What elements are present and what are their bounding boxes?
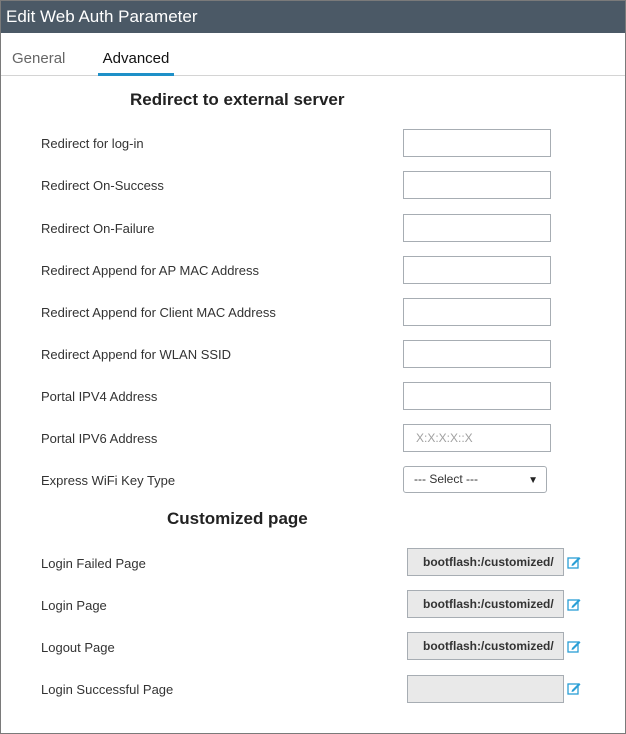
redirect-wlan-ssid-input[interactable] (403, 340, 551, 368)
login-successful-page-field (407, 675, 564, 703)
edit-icon[interactable] (567, 681, 581, 695)
express-wifi-label: Express WiFi Key Type (41, 473, 176, 488)
logout-page-label: Logout Page (41, 640, 115, 655)
edit-icon[interactable] (567, 639, 581, 653)
redirect-success-label: Redirect On-Success (41, 178, 164, 193)
login-page-field: bootflash:/customized/ (407, 590, 564, 618)
chevron-down-icon: ▼ (528, 475, 538, 486)
portal-ipv4-label: Portal IPV4 Address (41, 389, 158, 404)
redirect-failure-label: Redirect On-Failure (41, 221, 155, 236)
login-page-label: Login Page (41, 598, 107, 613)
redirect-section-title: Redirect to external server (130, 90, 345, 109)
redirect-ap-mac-label: Redirect Append for AP MAC Address (41, 263, 259, 278)
portal-ipv6-input[interactable] (403, 424, 551, 452)
login-failed-page-label: Login Failed Page (41, 556, 146, 571)
logout-page-field: bootflash:/customized/ (407, 632, 564, 660)
login-successful-page-label: Login Successful Page (41, 682, 174, 697)
portal-ipv6-label: Portal IPV6 Address (41, 431, 158, 446)
redirect-ap-mac-input[interactable] (403, 256, 551, 284)
redirect-login-input[interactable] (403, 129, 551, 157)
redirect-wlan-ssid-label: Redirect Append for WLAN SSID (41, 347, 232, 362)
express-wifi-selected-value: --- Select --- (414, 472, 478, 486)
customized-section-title: Customized page (167, 509, 308, 528)
redirect-failure-input[interactable] (403, 214, 551, 242)
tab-bar (1, 45, 625, 76)
redirect-client-mac-label: Redirect Append for Client MAC Address (41, 305, 276, 320)
tab-general[interactable]: General (12, 50, 66, 67)
redirect-success-input[interactable] (403, 171, 551, 199)
redirect-client-mac-input[interactable] (403, 298, 551, 326)
tab-advanced[interactable]: Advanced (98, 50, 174, 76)
redirect-login-label: Redirect for log-in (41, 136, 144, 151)
edit-icon[interactable] (567, 597, 581, 611)
dialog-title: Edit Web Auth Parameter (1, 1, 625, 33)
login-failed-page-field: bootflash:/customized/ (407, 548, 564, 576)
express-wifi-select[interactable] (403, 466, 547, 493)
edit-icon[interactable] (567, 555, 581, 569)
portal-ipv4-input[interactable] (403, 382, 551, 410)
